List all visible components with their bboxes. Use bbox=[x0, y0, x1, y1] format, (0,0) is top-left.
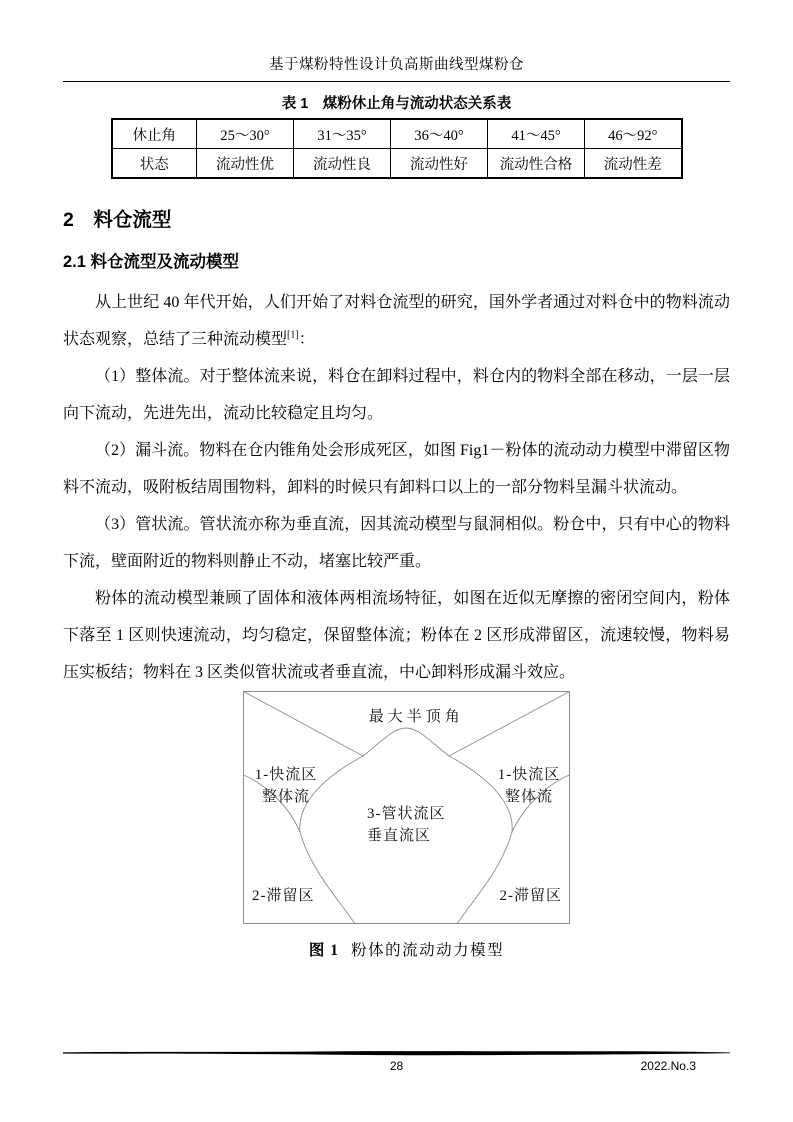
figure1-caption-number: 图 1 bbox=[308, 942, 340, 959]
label-zone1-left-line1: 1-快流区 bbox=[254, 767, 318, 783]
label-zone1-right-line1: 1-快流区 bbox=[497, 767, 561, 783]
table-row bbox=[112, 119, 682, 149]
table-row bbox=[112, 149, 682, 179]
citation-ref: [1] bbox=[287, 329, 299, 341]
table-cell: 25～30° bbox=[197, 119, 294, 149]
running-head bbox=[63, 0, 730, 82]
figure1-diagram bbox=[243, 691, 570, 924]
table-cell: 41～45° bbox=[488, 119, 585, 149]
page-number: 28 bbox=[389, 1059, 404, 1073]
label-zone1-left-line2: 整体流 bbox=[261, 789, 310, 805]
paragraph-intro bbox=[63, 284, 730, 358]
body-text bbox=[63, 284, 730, 691]
table-cell: 46～92° bbox=[585, 119, 682, 149]
table1-title: 表 1 煤粉休止角与流动状态关系表 bbox=[281, 96, 512, 112]
table-cell: 流动性好 bbox=[391, 149, 488, 179]
left-diagonal-line bbox=[244, 692, 364, 757]
table-cell-row-label: 状态 bbox=[112, 149, 197, 179]
footer-rule bbox=[63, 1049, 730, 1057]
paragraph-mass-flow: （1）整体流。对于整体流来说，料仓在卸料过程中，料仓内的物料全部在移动，一层一层向下流动，先进先出，流动比较稳定且均匀。 bbox=[63, 368, 730, 422]
label-zone1-left bbox=[251, 764, 321, 808]
label-max-half-apex-angle: 最大半顶角 bbox=[368, 709, 464, 725]
right-diagonal-line bbox=[449, 692, 570, 757]
page-footer bbox=[63, 1049, 730, 1074]
issue-number: 2022.No.3 bbox=[640, 1059, 696, 1073]
table1 bbox=[111, 118, 683, 179]
table-cell: 流动性差 bbox=[585, 149, 682, 179]
paragraph-intro-text: 从上世纪 40 年代开始，人们开始了对料仓流型的研究，国外学者通过对料仓中的物料流动状态观察，总结了三种流动模型 bbox=[63, 294, 730, 348]
label-zone2-right: 2-滞留区 bbox=[499, 888, 562, 904]
label-zone1-right bbox=[494, 764, 564, 808]
figure1-caption bbox=[243, 940, 570, 962]
paragraph-funnel-flow: （2）漏斗流。物料在仓内锥角处会形成死区，如图 Fig1－粉体的流动动力模型中滞留区物料不流动，吸附板结周围物料，卸料的时候只有卸料口以上的一部分物料呈漏斗状流动。 bbox=[63, 442, 730, 496]
running-head-title: 基于煤粉特性设计负高斯曲线型煤粉仓 bbox=[269, 57, 524, 73]
label-zone3-line2: 垂直流区 bbox=[367, 828, 432, 844]
label-zone3-center bbox=[367, 803, 446, 847]
section-heading-2-1: 2.1 料仓流型及流动模型 bbox=[63, 253, 240, 271]
label-zone3-line1: 3-管状流区 bbox=[367, 806, 446, 822]
paragraph-flow-model: 粉体的流动模型兼顾了固体和液体两相流场特征，如图在近似无摩擦的密闭空间内，粉体下落至 1 区则快速流动，均匀稳定，保留整体流；粉体在 2 区形成滞留区，流速较慢，物料易压实板结；物料在 3 区类似管状流或者垂直流，中心卸料形成漏斗效应。 bbox=[63, 590, 730, 681]
figure1-caption-text: 粉体的流动动力模型 bbox=[351, 942, 505, 959]
table-cell: 36～40° bbox=[391, 119, 488, 149]
table-cell: 31～35° bbox=[294, 119, 391, 149]
paragraph-intro-colon: ： bbox=[298, 331, 315, 348]
table-cell: 流动性合格 bbox=[488, 149, 585, 179]
label-zone1-right-line2: 整体流 bbox=[504, 789, 553, 805]
table-cell-row-label: 休止角 bbox=[112, 119, 197, 149]
table-cell: 流动性良 bbox=[294, 149, 391, 179]
paragraph-pipe-flow: （3）管状流。管状流亦称为垂直流，因其流动模型与鼠洞相似。粉仓中，只有中心的物料下流，壁面附近的物料则静止不动，堵塞比较严重。 bbox=[63, 516, 730, 570]
table-cell: 流动性优 bbox=[197, 149, 294, 179]
footer-row bbox=[63, 1058, 730, 1074]
label-zone2-left: 2-滞留区 bbox=[252, 888, 315, 904]
section-heading-2: 2 料仓流型 bbox=[63, 209, 172, 231]
